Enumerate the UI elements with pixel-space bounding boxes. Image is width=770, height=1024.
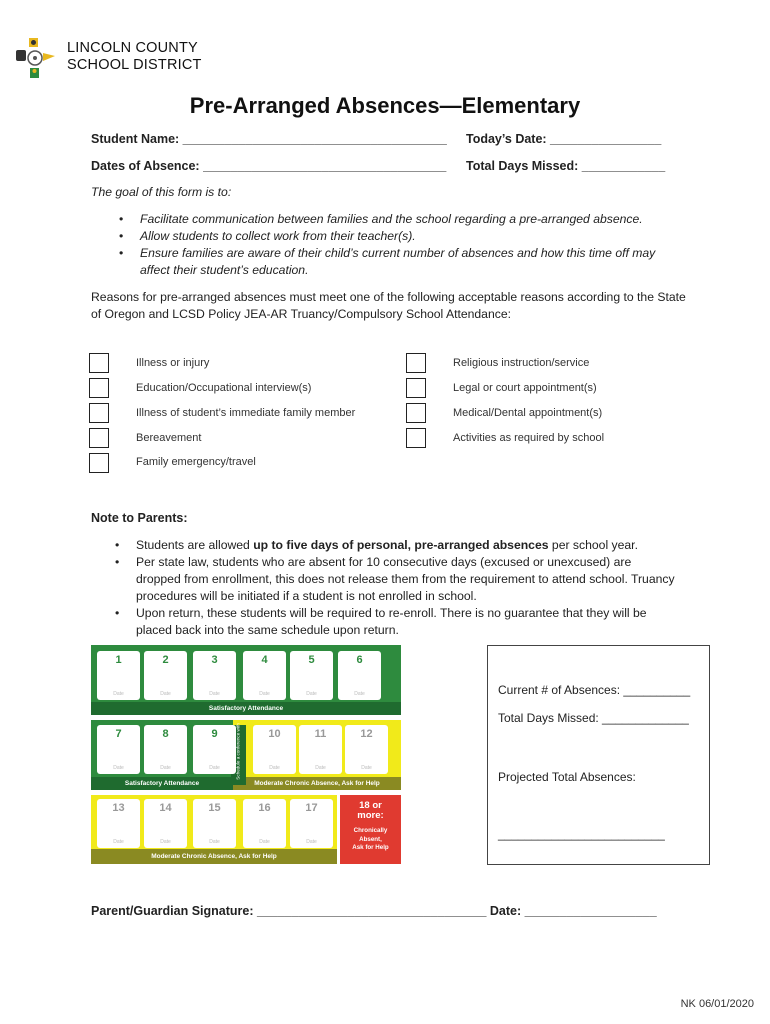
goal-item: • Facilitate communication between families and the school regarding a pre-arranged absence. bbox=[140, 211, 685, 228]
calendar-day-3 bbox=[193, 651, 236, 700]
reasons-intro: Reasons for pre-arranged absences must meet one of the following acceptable reasons according to the State of Oregon and LCSD Policy JEA-AR Truancy/Compulsory School Attendance: bbox=[91, 290, 686, 321]
page-title: Pre-Arranged Absences—Elementary bbox=[189, 93, 581, 118]
calendar-day-number: 1 bbox=[115, 654, 122, 666]
calendar-day-date-label: Date bbox=[209, 691, 220, 697]
calendar-strip: Moderate Chronic Absence, Ask for Help bbox=[91, 849, 337, 864]
calendar-day-7 bbox=[97, 725, 140, 774]
checkbox-family-illness[interactable] bbox=[89, 403, 109, 423]
calendar-day-number: 10 bbox=[268, 728, 281, 740]
checkbox-legal[interactable] bbox=[406, 378, 426, 398]
calendar-day-5 bbox=[290, 651, 333, 700]
calendar-day-date-label: Date bbox=[160, 691, 171, 697]
severe-absence-box bbox=[340, 795, 401, 864]
checkbox-illness[interactable] bbox=[89, 353, 109, 373]
conference-label: Schedule a conference with bbox=[235, 723, 241, 780]
checkbox-bereavement[interactable] bbox=[89, 428, 109, 448]
projected-total-label: Projected Total Absences: bbox=[498, 770, 636, 784]
calendar-day-12 bbox=[345, 725, 388, 774]
district-logo bbox=[12, 36, 202, 82]
calendar-day-number: 17 bbox=[305, 802, 318, 814]
calendar-day-1 bbox=[97, 651, 140, 700]
calendar-day-date-label: Date bbox=[354, 691, 365, 697]
calendar-day-date-label: Date bbox=[259, 839, 270, 845]
calendar-day-number: 12 bbox=[360, 728, 373, 740]
calendar-day-11 bbox=[299, 725, 342, 774]
reason-label: Illness of student’s immediate family member bbox=[136, 407, 356, 419]
reason-label: Activities as required by school bbox=[453, 432, 605, 444]
calendar-day-date-label: Date bbox=[113, 839, 124, 845]
calendar-day-number: 4 bbox=[261, 654, 268, 666]
goal-item: • Ensure families are aware of their child’s current number of absences and how this time off may affect their student’s education. bbox=[140, 245, 685, 279]
calendar-day-date-label: Date bbox=[315, 765, 326, 771]
calendar-day-2 bbox=[144, 651, 187, 700]
calendar-day-date-label: Date bbox=[361, 765, 372, 771]
calendar-day-8 bbox=[144, 725, 187, 774]
logo-line-1: LINCOLN COUNTY bbox=[67, 40, 198, 56]
calendar-day-date-label: Date bbox=[306, 839, 317, 845]
footer-code: NK 06/01/2020 bbox=[680, 998, 754, 1010]
calendar-day-number: 3 bbox=[211, 654, 218, 666]
calendar-day-date-label: Date bbox=[306, 691, 317, 697]
signature-field[interactable]: Parent/Guardian Signature: _________________________________ Date: ___________________ bbox=[91, 904, 657, 918]
calendar-day-number: 5 bbox=[308, 654, 315, 666]
reason-label: Legal or court appointment(s) bbox=[453, 382, 597, 394]
reason-label: Family emergency/travel bbox=[136, 456, 256, 468]
calendar-strip: Satisfactory Attendance bbox=[91, 702, 401, 715]
projected-total-field[interactable]: _________________________ bbox=[498, 827, 665, 841]
checkbox-family-emergency[interactable] bbox=[89, 453, 109, 473]
calendar-day-date-label: Date bbox=[259, 691, 270, 697]
attendance-calendar bbox=[91, 645, 401, 864]
calendar-day-17 bbox=[290, 799, 333, 848]
calendar-day-15 bbox=[193, 799, 236, 848]
total-days-missed-box-field[interactable]: Total Days Missed: _____________ bbox=[498, 711, 689, 725]
note-item: • Students are allowed up to five days of personal, pre-arranged absences per school year. bbox=[136, 537, 676, 554]
calendar-day-date-label: Date bbox=[113, 765, 124, 771]
calendar-day-number: 11 bbox=[314, 728, 327, 740]
dates-of-absence-field[interactable]: Dates of Absence: ___________________________________ bbox=[91, 159, 447, 173]
severe-sub-label: Chronically Absent, Ask for Help bbox=[352, 827, 389, 851]
checkbox-religious[interactable] bbox=[406, 353, 426, 373]
calendar-day-date-label: Date bbox=[209, 839, 220, 845]
checkbox-medical[interactable] bbox=[406, 403, 426, 423]
goal-list bbox=[140, 211, 685, 279]
reason-label: Bereavement bbox=[136, 432, 202, 444]
calendar-day-number: 8 bbox=[162, 728, 169, 740]
goal-item: • Allow students to collect work from their teacher(s). bbox=[140, 228, 685, 245]
todays-date-field[interactable]: Today’s Date: ________________ bbox=[466, 132, 662, 146]
note-item: • Per state law, students who are absent for 10 consecutive days (excused or unexcused) are dropped from enrollment, this does not release them from the requirement to attend school. Truancy procedures will be initiated if a student is not enrolled in school. bbox=[136, 554, 676, 605]
calendar-day-number: 14 bbox=[159, 802, 172, 814]
calendar-day-6 bbox=[338, 651, 381, 700]
calendar-day-14 bbox=[144, 799, 187, 848]
calendar-strip: Satisfactory Attendance bbox=[91, 777, 233, 790]
calendar-day-date-label: Date bbox=[269, 765, 280, 771]
checkbox-interview[interactable] bbox=[89, 378, 109, 398]
total-days-missed-field[interactable]: Total Days Missed: ____________ bbox=[466, 159, 666, 173]
calendar-day-10 bbox=[253, 725, 296, 774]
calendar-day-date-label: Date bbox=[160, 765, 171, 771]
calendar-day-9 bbox=[193, 725, 236, 774]
goal-intro: The goal of this form is to: bbox=[91, 185, 232, 199]
calendar-day-number: 2 bbox=[162, 654, 169, 666]
reason-label: Medical/Dental appointment(s) bbox=[453, 407, 603, 419]
calendar-day-13 bbox=[97, 799, 140, 848]
reason-label: Religious instruction/service bbox=[453, 357, 590, 369]
calendar-day-number: 6 bbox=[356, 654, 363, 666]
checkbox-school-activities[interactable] bbox=[406, 428, 426, 448]
calendar-day-number: 16 bbox=[258, 802, 271, 814]
note-item: • Upon return, these students will be required to re-enroll. There is no guarantee that they will be placed back into the same schedule upon return. bbox=[136, 605, 676, 639]
severe-label: 18 or more: bbox=[357, 800, 384, 821]
calendar-day-number: 9 bbox=[211, 728, 218, 740]
absence-tally-box bbox=[487, 645, 710, 865]
calendar-day-number: 15 bbox=[208, 802, 221, 814]
note-list bbox=[136, 537, 676, 639]
district-emblem-icon bbox=[12, 36, 62, 82]
reason-label: Illness or injury bbox=[136, 357, 210, 369]
note-title: Note to Parents: bbox=[91, 511, 188, 525]
calendar-day-date-label: Date bbox=[113, 691, 124, 697]
student-name-field[interactable]: Student Name: ______________________________________ bbox=[91, 132, 447, 146]
calendar-day-4 bbox=[243, 651, 286, 700]
calendar-day-16 bbox=[243, 799, 286, 848]
reason-label: Education/Occupational interview(s) bbox=[136, 382, 312, 394]
current-absences-field[interactable]: Current # of Absences: __________ bbox=[498, 683, 691, 697]
calendar-day-number: 7 bbox=[115, 728, 122, 740]
logo-line-2: SCHOOL DISTRICT bbox=[67, 57, 202, 73]
calendar-day-date-label: Date bbox=[160, 839, 171, 845]
calendar-strip: Moderate Chronic Absence, Ask for Help bbox=[233, 777, 401, 790]
calendar-day-date-label: Date bbox=[209, 765, 220, 771]
calendar-day-number: 13 bbox=[112, 802, 125, 814]
